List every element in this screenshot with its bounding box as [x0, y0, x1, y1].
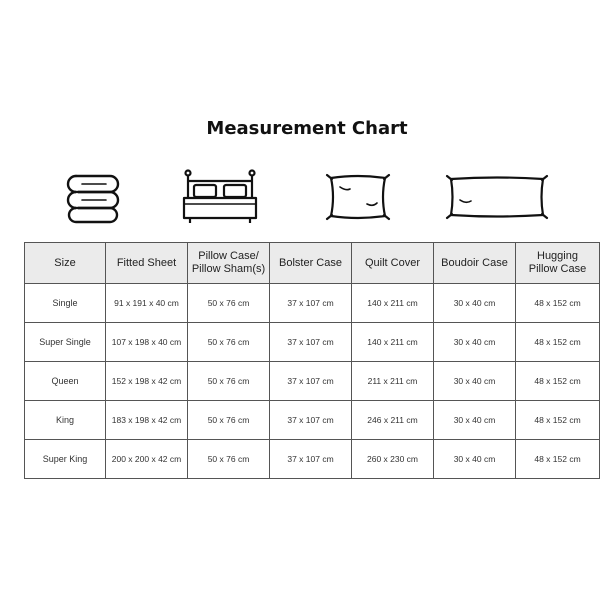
cell-size: Super Single — [25, 323, 106, 362]
pillow-icon — [325, 172, 391, 222]
cell-pillow-case: 50 x 76 cm — [188, 401, 270, 440]
table-row — [25, 323, 600, 362]
bolster-icon — [444, 174, 550, 220]
cell-size: Single — [25, 284, 106, 323]
measurement-table — [24, 242, 600, 479]
cell-bolster-case: 37 x 107 cm — [270, 323, 352, 362]
cell-pillow-case: 50 x 76 cm — [188, 284, 270, 323]
bed-icon — [181, 168, 259, 226]
header-quilt-cover: Quilt Cover — [352, 243, 434, 284]
header-boudoir-case: Boudoir Case — [434, 243, 516, 284]
chart-title: Measurement Chart — [206, 118, 408, 139]
header-fitted-sheet: Fitted Sheet — [106, 243, 188, 284]
cell-quilt-cover: 246 x 211 cm — [352, 401, 434, 440]
cell-pillow-case: 50 x 76 cm — [188, 362, 270, 401]
cell-quilt-cover: 211 x 211 cm — [352, 362, 434, 401]
header-hugging-pillow-case: Hugging Pillow Case — [516, 243, 600, 284]
cell-fitted-sheet: 91 x 191 x 40 cm — [106, 284, 188, 323]
icon-row — [0, 168, 614, 228]
cell-fitted-sheet: 183 x 198 x 42 cm — [106, 401, 188, 440]
table-header-row — [25, 243, 600, 284]
cell-hugging-pillow-case: 48 x 152 cm — [516, 323, 600, 362]
cell-size: Queen — [25, 362, 106, 401]
cell-quilt-cover: 260 x 230 cm — [352, 440, 434, 479]
header-pillow-case: Pillow Case/ Pillow Sham(s) — [188, 243, 270, 284]
cell-bolster-case: 37 x 107 cm — [270, 362, 352, 401]
cell-bolster-case: 37 x 107 cm — [270, 401, 352, 440]
header-size: Size — [25, 243, 106, 284]
cell-hugging-pillow-case: 48 x 152 cm — [516, 284, 600, 323]
cell-boudoir-case: 30 x 40 cm — [434, 284, 516, 323]
cell-size: Super King — [25, 440, 106, 479]
cell-bolster-case: 37 x 107 cm — [270, 284, 352, 323]
table-row — [25, 440, 600, 479]
cell-fitted-sheet: 152 x 198 x 42 cm — [106, 362, 188, 401]
table-row — [25, 362, 600, 401]
cell-boudoir-case: 30 x 40 cm — [434, 323, 516, 362]
cell-hugging-pillow-case: 48 x 152 cm — [516, 362, 600, 401]
cell-bolster-case: 37 x 107 cm — [270, 440, 352, 479]
cell-pillow-case: 50 x 76 cm — [188, 323, 270, 362]
cell-hugging-pillow-case: 48 x 152 cm — [516, 401, 600, 440]
cell-boudoir-case: 30 x 40 cm — [434, 362, 516, 401]
cell-boudoir-case: 30 x 40 cm — [434, 401, 516, 440]
header-bolster-case: Bolster Case — [270, 243, 352, 284]
cell-fitted-sheet: 107 x 198 x 40 cm — [106, 323, 188, 362]
table-row — [25, 401, 600, 440]
cell-quilt-cover: 140 x 211 cm — [352, 284, 434, 323]
cell-pillow-case: 50 x 76 cm — [188, 440, 270, 479]
table-row — [25, 284, 600, 323]
cell-hugging-pillow-case: 48 x 152 cm — [516, 440, 600, 479]
cell-size: King — [25, 401, 106, 440]
folded-sheet-icon — [66, 174, 122, 224]
cell-quilt-cover: 140 x 211 cm — [352, 323, 434, 362]
cell-fitted-sheet: 200 x 200 x 42 cm — [106, 440, 188, 479]
cell-boudoir-case: 30 x 40 cm — [434, 440, 516, 479]
